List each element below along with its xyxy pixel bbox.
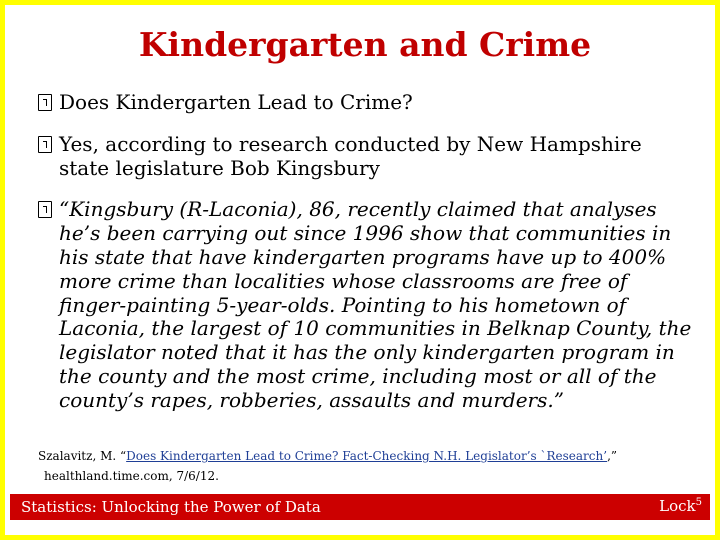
citation-prefix: Szalavitz, M. “ <box>38 449 127 463</box>
bullet-text: Does Kindergarten Lead to Crime? <box>59 90 413 114</box>
footer-bar <box>10 494 710 520</box>
citation <box>38 446 688 486</box>
slide-title: Kindergarten and Crime <box>138 25 592 64</box>
footer-course-title: Statistics: Unlocking the Power of Data <box>21 498 321 516</box>
bullet-item <box>38 91 698 115</box>
citation-line-1 <box>38 446 688 466</box>
footer-author-sup: 5 <box>695 497 702 508</box>
quote-bullet-item <box>38 198 698 412</box>
bullet-box-icon <box>38 94 52 111</box>
citation-link[interactable]: Does Kindergarten Lead to Crime? Fact-Checking N.H. Legislator’s `Research’ <box>126 449 608 463</box>
bullet-item <box>38 133 698 181</box>
bullet-text: Yes, according to research conducted by New Hampshire state legislature Bob Kingsbury <box>59 131 642 180</box>
citation-suffix: ,” <box>607 449 618 463</box>
bullet-box-icon <box>38 136 52 153</box>
footer-author <box>659 497 702 515</box>
citation-source: healthland.time.com, 7/6/12. <box>44 469 219 483</box>
bullet-box-icon <box>38 201 52 218</box>
bullet-list <box>38 91 698 431</box>
quote-text: “Kingsbury (R-Laconia), 86, recently claimed that analyses he’s been carrying out since 1996 show that communities in his state that have kindergarten programs have up to 400% more crime than localities whose classrooms are free of finger-painting 5-year-olds. Pointing to his hometown of Laconia, the largest of 10 communities in Belknap County, the legislator noted that it has the only kindergarten program in the county and the most crime, including most or all of the county’s rapes, robberies, assaults and murders.” <box>59 197 692 412</box>
footer-author-name: Lock <box>659 497 696 515</box>
